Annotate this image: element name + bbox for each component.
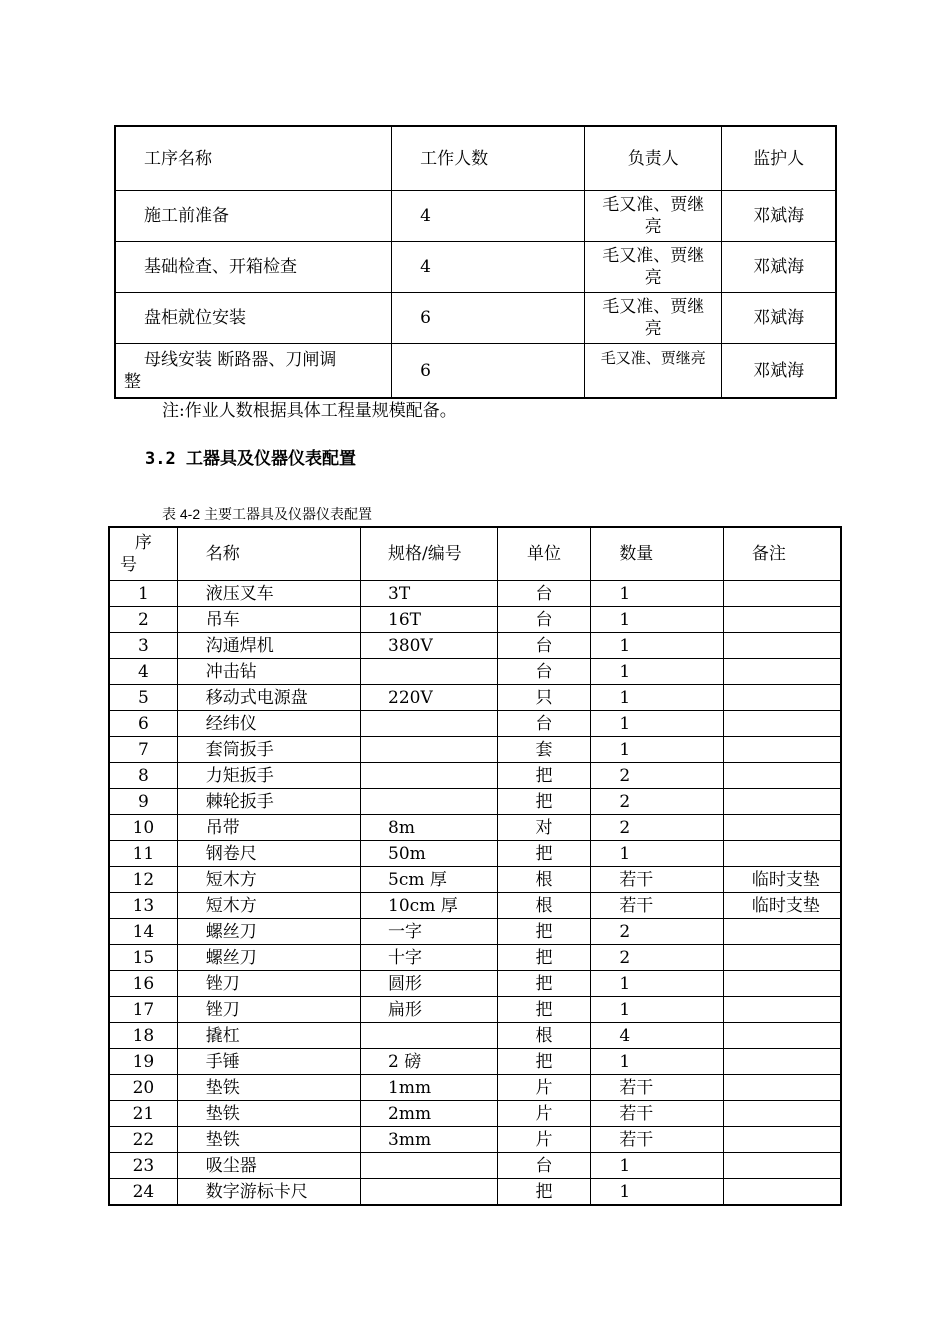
lead-cell: 毛又准、贾继亮: [585, 344, 722, 399]
count-cell: 6: [392, 344, 585, 399]
unit-cell: 片: [497, 1075, 591, 1101]
table-row: [109, 789, 841, 815]
no-cell: 20: [109, 1075, 177, 1101]
header-process: 工序名称: [115, 126, 392, 191]
qty-cell: 2: [591, 789, 724, 815]
count-cell: 4: [392, 242, 585, 293]
name-cell: 套筒扳手: [177, 737, 360, 763]
spec-cell: 3mm: [361, 1127, 498, 1153]
spec-cell: 2mm: [361, 1101, 498, 1127]
unit-cell: 台: [497, 633, 591, 659]
qty-cell: 2: [591, 919, 724, 945]
header-no-line: 号: [120, 555, 137, 575]
unit-cell: 台: [497, 607, 591, 633]
no-cell: 19: [109, 1049, 177, 1075]
lead-line: 毛又准、贾继: [602, 195, 705, 215]
unit-cell: 片: [497, 1127, 591, 1153]
remark-cell: [723, 815, 841, 841]
unit-cell: 把: [497, 1179, 591, 1206]
table-row: [109, 997, 841, 1023]
name-cell: 锉刀: [177, 997, 360, 1023]
table-header-row: [115, 126, 836, 191]
remark-cell: [723, 685, 841, 711]
qty-cell: 若干: [591, 1101, 724, 1127]
header-qty: 数量: [591, 527, 724, 581]
spec-cell: 50m: [361, 841, 498, 867]
no-cell: 21: [109, 1101, 177, 1127]
name-cell: 移动式电源盘: [177, 685, 360, 711]
no-cell: 22: [109, 1127, 177, 1153]
lead-line: 毛又准、贾继: [602, 297, 705, 317]
unit-cell: 把: [497, 945, 591, 971]
table-row: [115, 344, 836, 399]
name-cell: 螺丝刀: [177, 945, 360, 971]
name-cell: 螺丝刀: [177, 919, 360, 945]
header-remark: 备注: [723, 527, 841, 581]
qty-cell: 2: [591, 763, 724, 789]
process-cell: 施工前准备: [115, 191, 392, 242]
process-line: 整: [124, 371, 141, 392]
table-row: [109, 893, 841, 919]
no-cell: 16: [109, 971, 177, 997]
remark-cell: [723, 763, 841, 789]
table-row: [109, 945, 841, 971]
name-cell: 力矩扳手: [177, 763, 360, 789]
remark-cell: [723, 1075, 841, 1101]
process-cell: 基础检查、开箱检查: [115, 242, 392, 293]
spec-cell: [361, 737, 498, 763]
name-cell: 沟通焊机: [177, 633, 360, 659]
name-cell: 冲击钻: [177, 659, 360, 685]
qty-cell: 若干: [591, 1127, 724, 1153]
table-row: [109, 711, 841, 737]
lead-cell: [585, 293, 722, 344]
no-cell: 2: [109, 607, 177, 633]
table-row: [109, 841, 841, 867]
qty-cell: 1: [591, 1049, 724, 1075]
name-cell: 手锤: [177, 1049, 360, 1075]
no-cell: 13: [109, 893, 177, 919]
name-cell: 吊带: [177, 815, 360, 841]
remark-cell: [723, 1127, 841, 1153]
qty-cell: 1: [591, 1179, 724, 1206]
name-cell: 数字游标卡尺: [177, 1179, 360, 1206]
unit-cell: 把: [497, 997, 591, 1023]
no-cell: 18: [109, 1023, 177, 1049]
header-unit: 单位: [497, 527, 591, 581]
name-cell: 锉刀: [177, 971, 360, 997]
no-cell: 17: [109, 997, 177, 1023]
remark-cell: [723, 659, 841, 685]
remark-cell: [723, 711, 841, 737]
lead-line: 毛又准、贾继: [602, 246, 705, 266]
lead-line: 亮: [644, 217, 662, 237]
table-row: [109, 1075, 841, 1101]
table-row: [109, 1179, 841, 1206]
staffing-table: [114, 125, 837, 399]
name-cell: 吸尘器: [177, 1153, 360, 1179]
unit-cell: 把: [497, 971, 591, 997]
table-row: [109, 919, 841, 945]
unit-cell: 台: [497, 711, 591, 737]
table-row: [109, 1101, 841, 1127]
qty-cell: 1: [591, 607, 724, 633]
spec-cell: 1mm: [361, 1075, 498, 1101]
spec-cell: 一字: [361, 919, 498, 945]
no-cell: 11: [109, 841, 177, 867]
process-cell: [115, 344, 392, 399]
spec-cell: 5cm 厚: [361, 867, 498, 893]
qty-cell: 4: [591, 1023, 724, 1049]
remark-cell: [723, 633, 841, 659]
table-row: [109, 971, 841, 997]
remark-cell: [723, 1049, 841, 1075]
table-row: [115, 293, 836, 344]
header-guard: 监护人: [722, 126, 836, 191]
name-cell: 液压叉车: [177, 581, 360, 607]
guard-cell: 邓斌海: [722, 191, 836, 242]
unit-cell: 把: [497, 841, 591, 867]
qty-cell: 若干: [591, 867, 724, 893]
unit-cell: 根: [497, 1023, 591, 1049]
no-cell: 10: [109, 815, 177, 841]
remark-cell: [723, 737, 841, 763]
unit-cell: 把: [497, 919, 591, 945]
no-cell: 15: [109, 945, 177, 971]
spec-cell: 2 磅: [361, 1049, 498, 1075]
name-cell: 垫铁: [177, 1075, 360, 1101]
staffing-note: 注:作业人数根据具体工程量规模配备。: [162, 401, 457, 421]
table-row: [109, 659, 841, 685]
table-row: [109, 685, 841, 711]
table-caption: 表 4-2 主要工器具及仪器仪表配置: [162, 506, 373, 522]
name-cell: 钢卷尺: [177, 841, 360, 867]
remark-cell: 临时支垫: [723, 867, 841, 893]
spec-cell: [361, 763, 498, 789]
remark-cell: [723, 971, 841, 997]
no-cell: 9: [109, 789, 177, 815]
qty-cell: 2: [591, 815, 724, 841]
unit-cell: 套: [497, 737, 591, 763]
no-cell: 8: [109, 763, 177, 789]
remark-cell: [723, 607, 841, 633]
name-cell: 吊车: [177, 607, 360, 633]
spec-cell: 8m: [361, 815, 498, 841]
unit-cell: 把: [497, 1049, 591, 1075]
qty-cell: 1: [591, 997, 724, 1023]
qty-cell: 1: [591, 971, 724, 997]
spec-cell: 16T: [361, 607, 498, 633]
remark-cell: 临时支垫: [723, 893, 841, 919]
table-row: [109, 607, 841, 633]
table-row: [109, 867, 841, 893]
unit-cell: 把: [497, 763, 591, 789]
remark-cell: [723, 1153, 841, 1179]
name-cell: 撬杠: [177, 1023, 360, 1049]
tools-table: [108, 526, 842, 1206]
spec-cell: [361, 1179, 498, 1206]
unit-cell: 片: [497, 1101, 591, 1127]
remark-cell: [723, 841, 841, 867]
guard-cell: 邓斌海: [722, 242, 836, 293]
table-row: [109, 1023, 841, 1049]
qty-cell: 1: [591, 711, 724, 737]
header-lead: 负责人: [585, 126, 722, 191]
qty-cell: 1: [591, 685, 724, 711]
name-cell: 垫铁: [177, 1101, 360, 1127]
qty-cell: 1: [591, 581, 724, 607]
table-header-row: [109, 527, 841, 581]
name-cell: 短木方: [177, 867, 360, 893]
no-cell: 5: [109, 685, 177, 711]
table-row: [109, 633, 841, 659]
guard-cell: 邓斌海: [722, 293, 836, 344]
unit-cell: 台: [497, 659, 591, 685]
table-row: [109, 581, 841, 607]
count-cell: 6: [392, 293, 585, 344]
qty-cell: 1: [591, 633, 724, 659]
remark-cell: [723, 997, 841, 1023]
table-row: [109, 1153, 841, 1179]
qty-cell: 若干: [591, 893, 724, 919]
spec-cell: [361, 1023, 498, 1049]
header-name: 名称: [177, 527, 360, 581]
spec-cell: [361, 659, 498, 685]
remark-cell: [723, 581, 841, 607]
remark-cell: [723, 945, 841, 971]
lead-cell: [585, 191, 722, 242]
unit-cell: 对: [497, 815, 591, 841]
no-cell: 6: [109, 711, 177, 737]
unit-cell: 台: [497, 1153, 591, 1179]
count-cell: 4: [392, 191, 585, 242]
table-row: [109, 1127, 841, 1153]
no-cell: 7: [109, 737, 177, 763]
lead-line: 亮: [644, 268, 662, 288]
qty-cell: 2: [591, 945, 724, 971]
table-row: [109, 1049, 841, 1075]
guard-cell: 邓斌海: [722, 344, 836, 399]
spec-cell: [361, 711, 498, 737]
table-row: [109, 763, 841, 789]
no-cell: 4: [109, 659, 177, 685]
unit-cell: 台: [497, 581, 591, 607]
spec-cell: 圆形: [361, 971, 498, 997]
no-cell: 1: [109, 581, 177, 607]
table-row: [109, 737, 841, 763]
header-spec: 规格/编号: [361, 527, 498, 581]
spec-cell: 10cm 厚: [361, 893, 498, 919]
no-cell: 3: [109, 633, 177, 659]
spec-cell: 十字: [361, 945, 498, 971]
spec-cell: 3T: [361, 581, 498, 607]
name-cell: 短木方: [177, 893, 360, 919]
no-cell: 14: [109, 919, 177, 945]
unit-cell: 把: [497, 789, 591, 815]
qty-cell: 若干: [591, 1075, 724, 1101]
spec-cell: 380V: [361, 633, 498, 659]
header-no: [109, 527, 177, 581]
lead-cell: [585, 242, 722, 293]
no-cell: 24: [109, 1179, 177, 1206]
table-row: [109, 815, 841, 841]
name-cell: 经纬仪: [177, 711, 360, 737]
table-row: [115, 191, 836, 242]
unit-cell: 根: [497, 893, 591, 919]
process-line: 母线安装 断路器、刀闸调: [144, 349, 337, 370]
qty-cell: 1: [591, 841, 724, 867]
lead-line: 亮: [644, 319, 662, 339]
remark-cell: [723, 1101, 841, 1127]
name-cell: 垫铁: [177, 1127, 360, 1153]
unit-cell: 根: [497, 867, 591, 893]
spec-cell: 扁形: [361, 997, 498, 1023]
process-cell: 盘柜就位安装: [115, 293, 392, 344]
section-title: 3.2 工器具及仪器仪表配置: [145, 449, 356, 469]
qty-cell: 1: [591, 737, 724, 763]
table-row: [115, 242, 836, 293]
remark-cell: [723, 789, 841, 815]
spec-cell: [361, 789, 498, 815]
header-no-line: 序: [134, 533, 152, 553]
spec-cell: 220V: [361, 685, 498, 711]
qty-cell: 1: [591, 1153, 724, 1179]
remark-cell: [723, 919, 841, 945]
remark-cell: [723, 1023, 841, 1049]
no-cell: 12: [109, 867, 177, 893]
unit-cell: 只: [497, 685, 591, 711]
qty-cell: 1: [591, 659, 724, 685]
name-cell: 棘轮扳手: [177, 789, 360, 815]
header-count: 工作人数: [392, 126, 585, 191]
no-cell: 23: [109, 1153, 177, 1179]
tools-table-body: [109, 581, 841, 1206]
remark-cell: [723, 1179, 841, 1206]
spec-cell: [361, 1153, 498, 1179]
